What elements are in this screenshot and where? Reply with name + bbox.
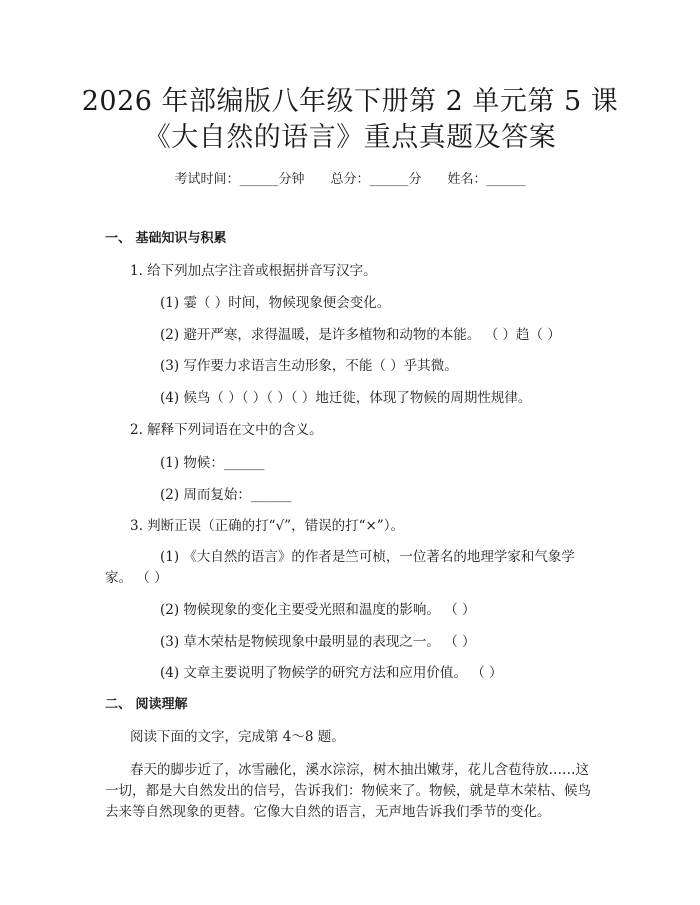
document-title-line2: 《大自然的语言》重点真题及答案: [143, 122, 557, 153]
question-3-item-1-cont: 家。 （ ）: [105, 570, 168, 586]
passage-line-2: 一切，都是大自然发出的信号，告诉我们：物候来了。物候，就是草木荣枯、候鸟: [105, 783, 591, 799]
passage-line-1: 春天的脚步近了，冰雪融化，溪水淙淙，树木抽出嫩芽，花儿含苞待放……这: [130, 762, 589, 778]
passage-line-3: 去来等自然现象的更替。它像大自然的语言，无声地告诉我们季节的变化。: [105, 804, 551, 820]
reading-intro: 阅读下面的文字，完成第 4～8 题。: [130, 729, 345, 745]
question-3-item-1: (1) 《大自然的语言》的作者是竺可桢，一位著名的地理学家和气象学: [160, 549, 575, 565]
question-3-item-3: (3) 草木荣枯是物候现象中最明显的表现之一。 （ ）: [160, 634, 476, 650]
question-3-item-4: (4) 文章主要说明了物候学的研究方法和应用价值。 （ ）: [160, 665, 503, 681]
question-1-stem: 1. 给下列加点字注音或根据拼音写汉字。: [130, 263, 377, 279]
question-2-item-1: (1) 物候：______: [160, 455, 265, 471]
total-score-field: 总分：______分: [330, 172, 422, 187]
question-2-item-2: (2) 周而复始：______: [160, 487, 292, 503]
name-field: 姓名：______: [447, 172, 526, 187]
question-1-item-4: (4) 候鸟（ ）（ ）（ ）（ ）地迁徙，体现了物候的周期性规律。: [160, 390, 532, 406]
exam-time-field: 考试时间：______分钟: [174, 172, 305, 187]
question-1-item-2: (2) 避开严寒，求得温暖，是许多植物和动物的本能。 （ ）趋（ ）: [160, 327, 561, 343]
exam-info: [0, 168, 700, 187]
question-1-item-3: (3) 写作要力求语言生动形象，不能（ ）乎其微。: [160, 358, 458, 374]
question-3-stem: 3. 判断正误（正确的打“√”，错误的打“×”）。: [130, 518, 404, 534]
question-2-stem: 2. 解释下列词语在文中的含义。: [130, 422, 323, 438]
section-heading-1: 一、 基础知识与积累: [105, 231, 227, 246]
question-3-item-2: (2) 物候现象的变化主要受光照和温度的影响。 （ ）: [160, 602, 476, 618]
section-heading-2: 二、 阅读理解: [105, 697, 188, 712]
question-1-item-1: (1) 霎（ ）时间，物候现象便会变化。: [160, 295, 391, 311]
document-title-line1: 2026 年部编版八年级下册第 2 单元第 5 课: [81, 86, 619, 117]
